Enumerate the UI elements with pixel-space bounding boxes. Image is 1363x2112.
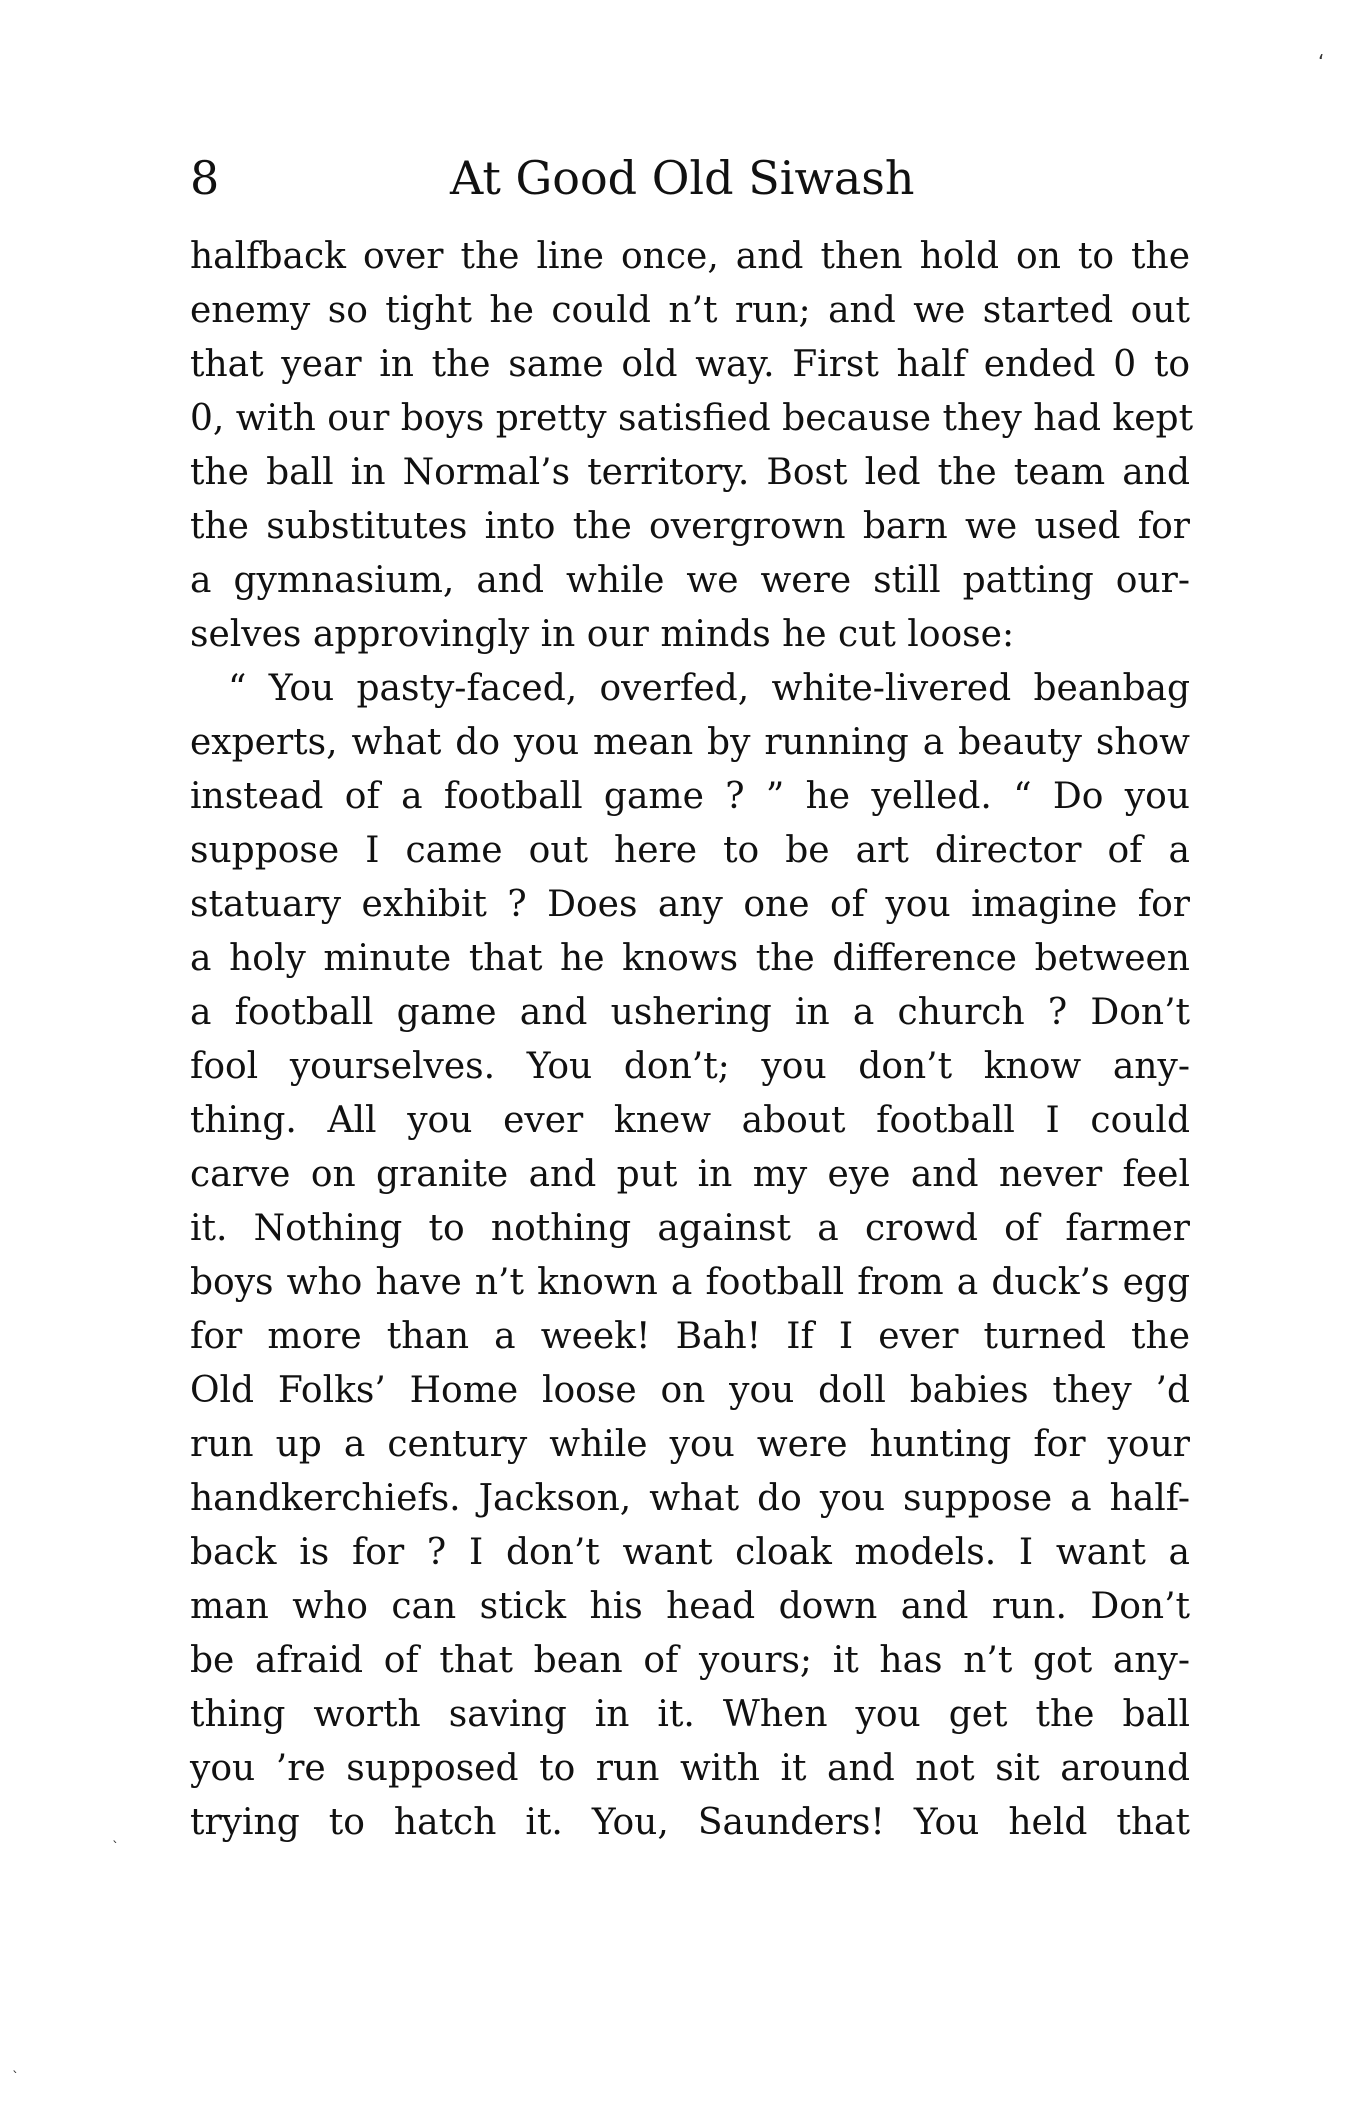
text-line: halfback over the line once, and then hold on to the	[190, 236, 1190, 277]
text-line: a gymnasium, and while we were still patting our-	[190, 560, 1190, 601]
text-line: boys who have n’t known a football from a duck’s egg	[190, 1262, 1190, 1303]
stray-mark-left: ˋ	[112, 1840, 119, 1856]
text-line: it. Nothing to nothing against a crowd of farmer	[190, 1208, 1190, 1249]
text-line: “ You pasty-faced, overfed, white-livered beanbag	[228, 668, 1190, 709]
text-line: a holy minute that he knows the difference between	[190, 938, 1190, 979]
text-line: experts, what do you mean by running a beauty show	[190, 722, 1190, 763]
text-line: for more than a week! Bah! If I ever turned the	[190, 1316, 1190, 1357]
text-line: Old Folks’ Home loose on you doll babies they ’d	[190, 1370, 1190, 1411]
text-line: be afraid of that bean of yours; it has n’t got any-	[190, 1640, 1190, 1681]
text-line: instead of a football game ? ” he yelled. “ Do you	[190, 776, 1190, 817]
text-line: the ball in Normal’s territory. Bost led the team and	[190, 452, 1190, 493]
page-number: 8	[190, 151, 220, 205]
text-line: you ’re supposed to run with it and not sit around	[190, 1748, 1190, 1789]
stray-mark-bottom: ˋ	[12, 2070, 19, 2086]
text-line: suppose I came out here to be art director of a	[190, 830, 1190, 871]
text-line: run up a century while you were hunting for your	[190, 1424, 1190, 1465]
text-line: the substitutes into the overgrown barn we used for	[190, 506, 1190, 547]
text-line: selves approvingly in our minds he cut loose:	[190, 614, 1015, 655]
text-line: trying to hatch it. You, Saunders! You held that	[190, 1802, 1190, 1843]
text-line: thing. All you ever knew about football I could	[190, 1100, 1190, 1141]
stray-mark-top: ‘	[1318, 50, 1325, 74]
text-line: enemy so tight he could n’t run; and we started out	[190, 290, 1190, 331]
text-line: carve on granite and put in my eye and never feel	[190, 1154, 1190, 1195]
running-title: At Good Old Siwash	[450, 151, 915, 205]
text-line: a football game and ushering in a church ? Don’t	[190, 992, 1190, 1033]
text-line: that year in the same old way. First half ended 0 to	[190, 344, 1190, 385]
page-header	[190, 150, 1190, 210]
text-line: back is for ? I don’t want cloak models. I want a	[190, 1532, 1190, 1573]
text-line: man who can stick his head down and run. Don’t	[190, 1586, 1190, 1627]
text-line: statuary exhibit ? Does any one of you imagine for	[190, 884, 1190, 925]
body-text	[190, 230, 1194, 1850]
text-line: thing worth saving in it. When you get the ball	[190, 1694, 1190, 1735]
text-line: handkerchiefs. Jackson, what do you suppose a half-	[190, 1478, 1190, 1519]
text-line: 0, with our boys pretty satisfied because they had kept	[190, 398, 1194, 439]
text-line: fool yourselves. You don’t; you don’t know any-	[190, 1046, 1190, 1087]
